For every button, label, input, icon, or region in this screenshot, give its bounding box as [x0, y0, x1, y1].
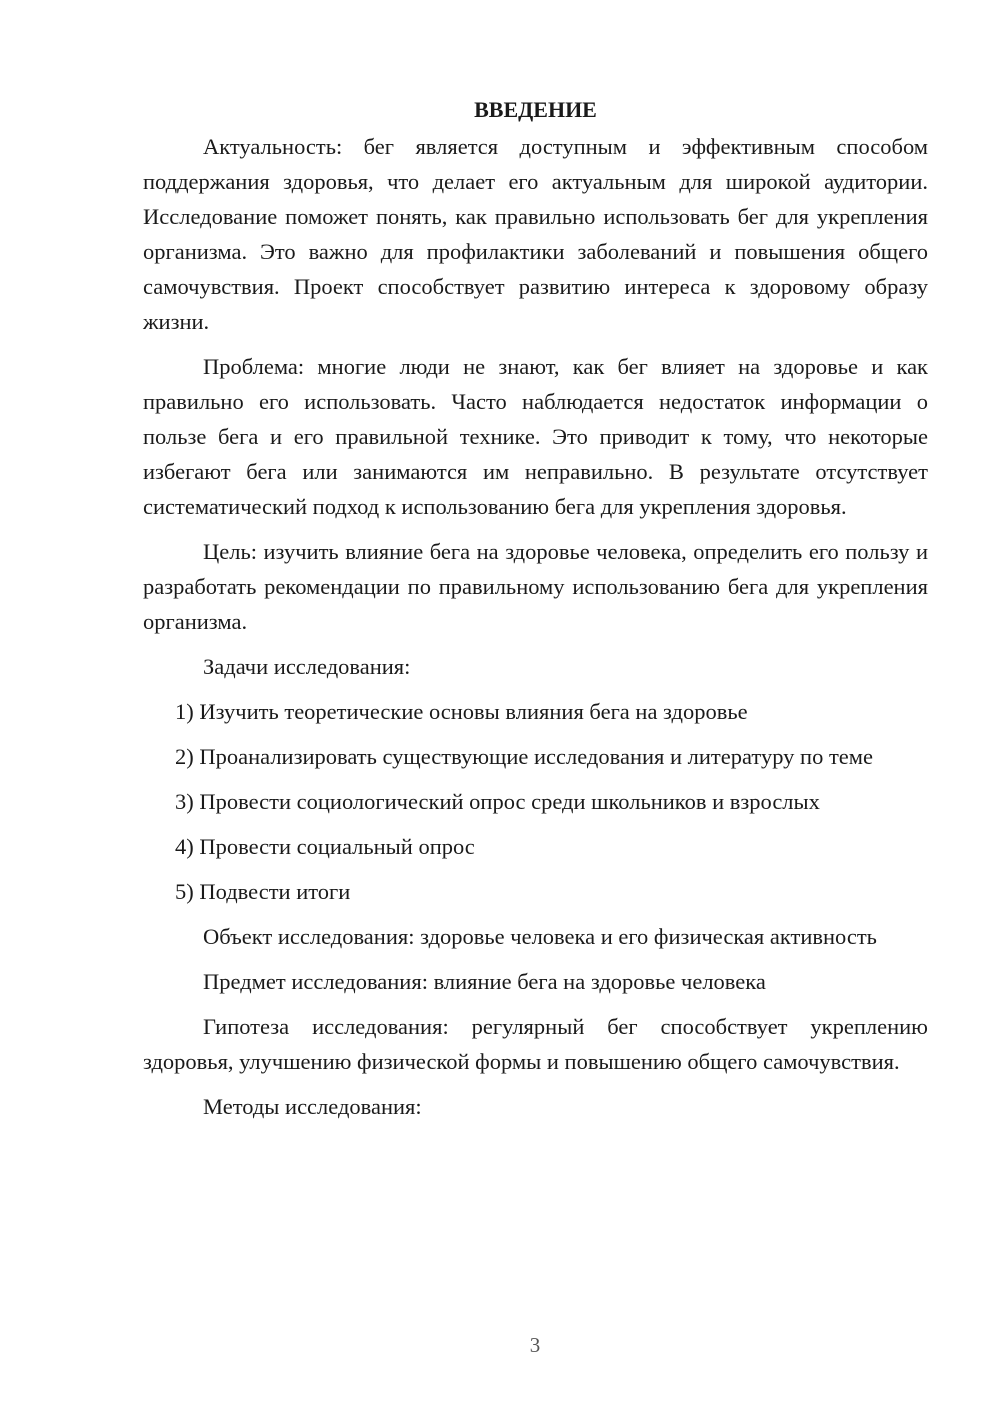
- hypothesis-paragraph: Гипотеза исследования: регулярный бег способствует укреплению здоровья, улучшению физической формы и повышению общего самочувствия.: [143, 1014, 928, 1074]
- document-page: [143, 92, 928, 1124]
- relevance-paragraph: Актуальность: бег является доступным и эффективным способом поддержания здоровья, что делает его актуальным для широкой аудитории. Исследование поможет понять, как правильно использовать бег для укрепления организма. Это важно для профилактики заболеваний и повышения общего самочувствия. Проект способствует развитию интереса к здоровому образу жизни.: [143, 134, 928, 334]
- task-item: 2) Проанализировать существующие исследования и литературу по теме: [175, 744, 873, 769]
- tasks-heading: Задачи исследования:: [203, 654, 411, 679]
- task-item: 3) Провести социологический опрос среди школьников и взрослых: [175, 789, 820, 814]
- task-item: 5) Подвести итоги: [175, 879, 351, 904]
- problem-paragraph: Проблема: многие люди не знают, как бег влияет на здоровье и как правильно его использовать. Часто наблюдается недостаток информации о пользе бега и его правильной технике. Это приводит к тому, что некоторые избегают бега или занимаются им неправильно. В результате отсутствует систематический подход к использованию бега для укрепления здоровья.: [143, 354, 928, 519]
- task-item: 1) Изучить теоретические основы влияния бега на здоровье: [175, 699, 748, 724]
- page-title: ВВЕДЕНИЕ: [474, 97, 597, 122]
- methods-heading: Методы исследования:: [203, 1094, 422, 1119]
- goal-paragraph: Цель: изучить влияние бега на здоровье человека, определить его пользу и разработать рекомендации по правильному использованию бега для укрепления организма.: [143, 539, 928, 634]
- object-paragraph: Объект исследования: здоровье человека и его физическая активность: [203, 924, 877, 949]
- page-number: 3: [529, 1333, 541, 1357]
- subject-paragraph: Предмет исследования: влияние бега на здоровье человека: [203, 969, 766, 994]
- task-item: 4) Провести социальный опрос: [175, 834, 475, 859]
